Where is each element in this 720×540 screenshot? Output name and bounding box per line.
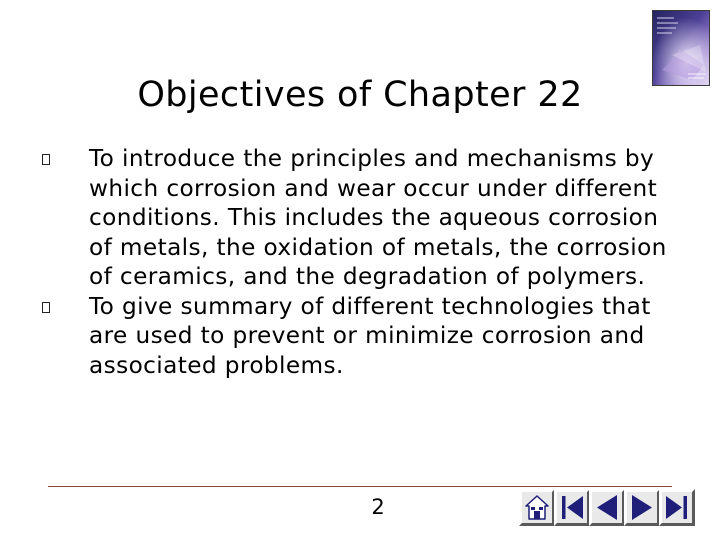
list-item [40, 292, 680, 381]
bullet-text: To give summary of different technologies that are used to prevent or minimize corrosion and associated problems. [89, 292, 651, 379]
previous-slide-icon [589, 489, 625, 526]
home-icon [519, 489, 555, 526]
book-cover-image [652, 10, 710, 86]
last-slide-button[interactable] [659, 489, 695, 526]
bullet-text: To introduce the principles and mechanisms by which corrosion and wear occur under different conditions. This includes the aqueous corrosion of metals, the oxidation of metals, the corrosion of ceramics, and the degradation of polymers. [89, 145, 667, 290]
first-slide-icon [554, 489, 590, 526]
hollow-square-bullet-icon [42, 154, 50, 165]
hollow-square-bullet-icon [42, 302, 50, 313]
previous-slide-button[interactable] [589, 489, 625, 526]
home-button[interactable] [519, 489, 555, 526]
slide-title: Objectives of Chapter 22 [137, 75, 583, 115]
list-item [40, 144, 680, 292]
slide-navigation [519, 489, 696, 526]
first-slide-button[interactable] [554, 489, 590, 526]
objectives-list [40, 144, 680, 380]
book-cover-icon [652, 10, 710, 86]
next-slide-icon [624, 489, 660, 526]
footer-divider [48, 486, 672, 487]
last-slide-icon [659, 489, 695, 526]
page-number: 2 [371, 495, 385, 519]
next-slide-button[interactable] [624, 489, 660, 526]
